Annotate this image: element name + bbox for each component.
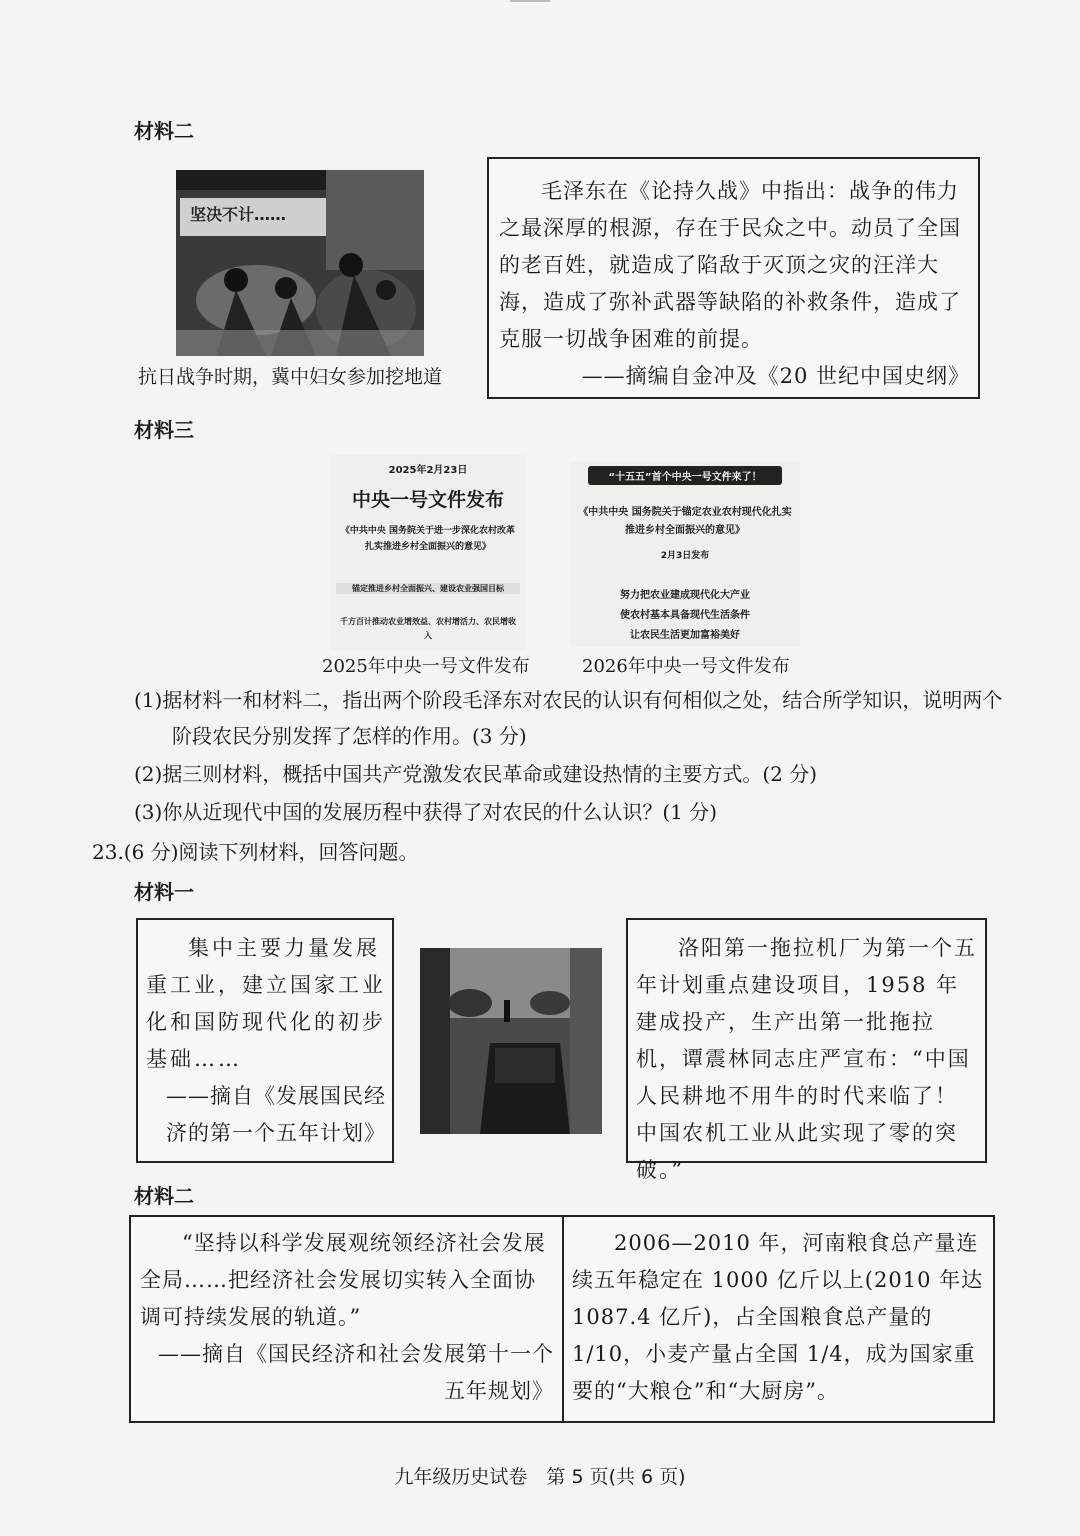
question-1-text: (1)据材料一和材料二，指出两个阶段毛泽东对农民的认识有何相似之处，结合所学知识，说明两个阶段农民分别发挥了怎样的作用。(3 分) <box>134 688 1003 748</box>
doc-2025-caption: 2025年中央一号文件发布 <box>322 656 530 677</box>
henan-grain-cell <box>572 1225 986 1410</box>
m2-divider <box>562 1215 564 1423</box>
tractor-factory-text: 洛阳第一拖拉机厂为第一个五年计划重点建设项目，1958 年建成投产，生产出第一批拖拉机，谭震林同志庄严宣布：“中国人民耕地不用牛的时代来临了！中国农机工业从此实现了零的突破。” <box>636 936 977 1182</box>
page-footer: 九年级历史试卷 第 5 页(共 6 页) <box>394 1466 686 1488</box>
section-label: 材料二 <box>134 119 194 143</box>
five-year-plan-text: 集中主要力量发展重工业，建立国家工业化和国防现代化的初步基础…… <box>146 936 386 1071</box>
mao-quote-source: ——摘编自金冲及《20 世纪中国史纲》 <box>581 364 970 388</box>
doc-2025-image <box>330 455 526 650</box>
doc-2026-tag: “十五五”首个中央一号文件来了！ <box>588 466 782 485</box>
doc-2026-date: 2月3日发布 <box>660 551 710 561</box>
doc-2025-date: 2025年2月23日 <box>388 465 468 476</box>
question-2: (2)据三则材料，概括中国共产党激发农民革命或建设热情的主要方式。(2 分) <box>134 762 818 786</box>
doc-2025-line2: 千方百计推动农业增效益、农村增活力、农民增收入 <box>340 617 516 640</box>
tunnel-digging-photo <box>176 170 424 356</box>
top-mark <box>510 0 550 2</box>
doc-2026-caption: 2026年中央一号文件发布 <box>582 656 790 677</box>
scientific-outlook-text: “坚持以科学发展观统领经济社会发展全局……把经济社会发展切实转入全面协调可持续发展的轨道。” <box>140 1231 546 1329</box>
scientific-outlook-source: ——摘自《国民经济和社会发展第十一个五年规划》 <box>158 1342 554 1403</box>
henan-grain-text: 2006—2010 年，河南粮食总产量连续五年稳定在 1000 亿斤以上(2010 年达 1087.4 亿斤)，占全国粮食总产量的 1/10，小麦产量占全国 1/4，成为国家重要的“大粮仓”和“大厨房”。 <box>572 1231 984 1403</box>
doc-2026-line3: 让农民生活更加富裕美好 <box>630 630 740 641</box>
question-23-intro: 23.(6 分)阅读下列材料，回答问题。 <box>92 840 419 864</box>
section-label: 材料三 <box>134 418 194 442</box>
tractor-photo <box>420 948 602 1134</box>
mao-quote-box <box>487 157 980 399</box>
doc-2026-image <box>570 462 800 647</box>
question-3: (3)你从近现代中国的发展历程中获得了对农民的什么认识？(1 分) <box>134 800 718 824</box>
five-year-plan-source: ——摘自《发展国民经济的第一个五年计划》 <box>166 1084 386 1145</box>
doc-2025-title: 中央一号文件发布 <box>351 489 504 511</box>
question-1 <box>134 682 1004 754</box>
doc-2025-subtitle: 《中共中央 国务院关于进一步深化农村改革扎实推进乡村全面振兴的意见》 <box>340 526 516 552</box>
photo-banner-text: 坚决不计…… <box>190 205 287 224</box>
doc-2026-subtitle: 《中共中央 国务院关于锚定农业农村现代化扎实推进乡村全面振兴的意见》 <box>578 507 792 536</box>
five-year-plan-box <box>136 918 394 1163</box>
section-label: 材料一 <box>134 880 194 904</box>
doc-2026-line1: 努力把农业建成现代化大产业 <box>620 590 750 601</box>
doc-2025-line1: 锚定推进乡村全面振兴、建设农业强国目标 <box>336 583 520 594</box>
doc-2026-line2: 使农村基本具备现代生活条件 <box>620 610 750 621</box>
section-label: 材料二 <box>134 1184 194 1208</box>
scientific-outlook-cell <box>140 1225 554 1410</box>
mao-quote-text: 毛泽东在《论持久战》中指出：战争的伟力之最深厚的根源，存在于民众之中。动员了全国的老百姓，就造成了陷敌于灭顶之灾的汪洋大海，造成了弥补武器等缺陷的补救条件，造成了克服一切战争困难的前提。 <box>499 179 961 351</box>
photo-caption: 抗日战争时期，冀中妇女参加挖地道 <box>138 366 443 388</box>
tractor-factory-box <box>626 918 987 1182</box>
